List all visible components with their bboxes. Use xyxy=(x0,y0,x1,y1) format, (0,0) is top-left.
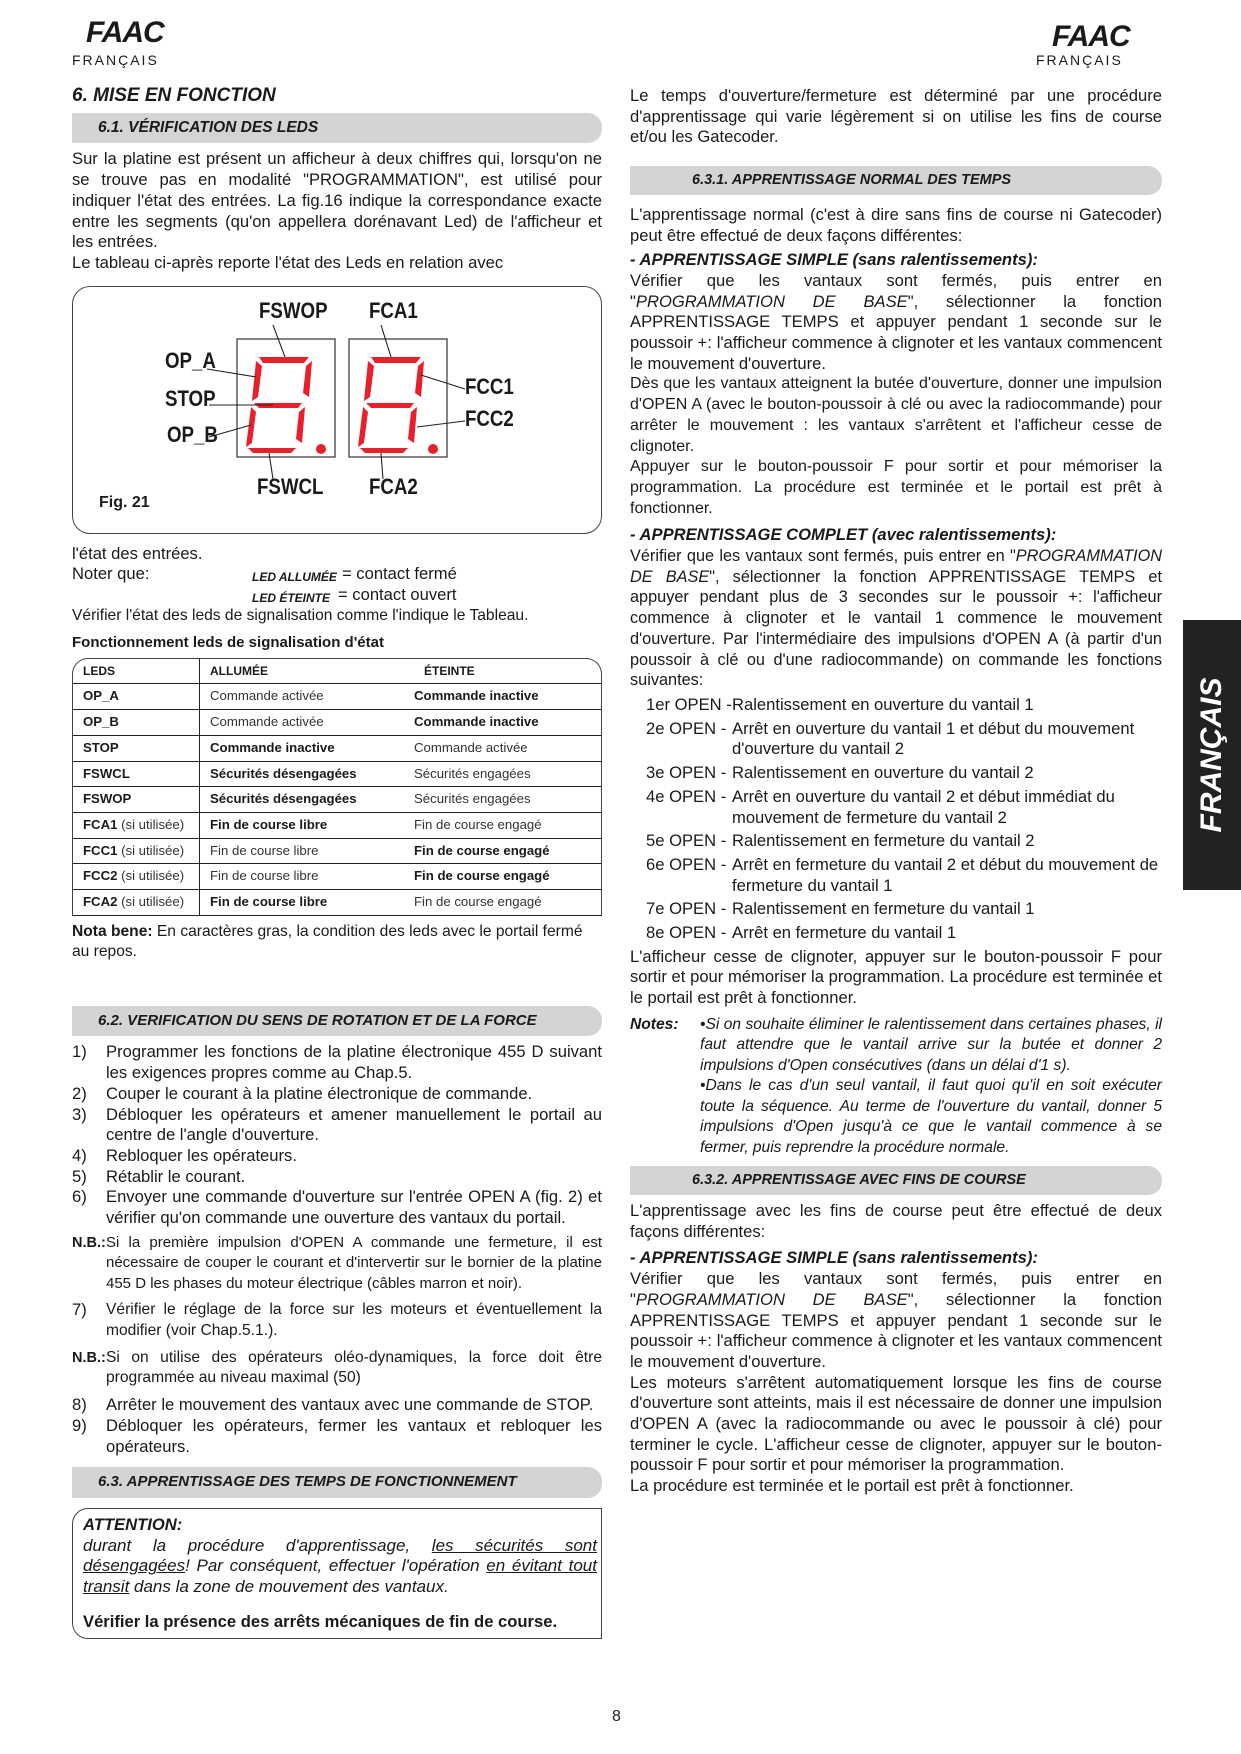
list-item xyxy=(72,1187,602,1228)
table-row xyxy=(73,787,601,813)
text-span: PROGRAMMATION DE BASE xyxy=(635,1289,908,1309)
language-label-right: FRANÇAIS xyxy=(1036,52,1123,68)
list-text: Programmer les fonctions de la platine électronique 455 D suivant les exigences propres comme au Chap.5. xyxy=(106,1042,602,1083)
led-off-cell: Fin de course engagé xyxy=(404,838,601,864)
open-steps-list xyxy=(646,695,1162,944)
step-label: 8e OPEN - xyxy=(646,923,727,943)
led-on-cell: Fin de course libre xyxy=(200,838,405,864)
list-text: Rétablir le courant. xyxy=(106,1166,246,1186)
led-off-value: = contact ouvert xyxy=(338,585,457,605)
table-row xyxy=(73,812,601,838)
list-number: 6) xyxy=(72,1187,87,1207)
attention-box xyxy=(72,1508,602,1640)
step-text: Arrêt en ouverture du vantail 2 et début immédiat du mouvement de fermeture du vantail 2 xyxy=(732,786,1115,827)
paragraph: La procédure est terminée et le portail est prêt à fonctionner. xyxy=(630,1476,1074,1496)
list-number: 4) xyxy=(72,1145,87,1165)
table-row xyxy=(73,838,601,864)
led-legend xyxy=(72,564,602,606)
led-on-cell: Fin de course libre xyxy=(200,890,405,916)
label-stop: STOP xyxy=(165,385,216,411)
step-label: 3e OPEN - xyxy=(646,763,727,783)
list-number: 8) xyxy=(72,1395,87,1415)
label-op-a: OP_A xyxy=(165,347,216,373)
faac-logo-left: FAAC xyxy=(86,16,164,49)
label-fswop: FSWOP xyxy=(259,297,328,323)
table-row xyxy=(73,684,601,710)
led-name-cell xyxy=(73,684,200,710)
table-title: Fonctionnement leds de signalisation d'état xyxy=(72,634,384,652)
text-span: Vérifier que les vantaux sont fermés, puis entrer en " xyxy=(630,1269,1162,1309)
attention-bold: Vérifier la présence des arrêts mécaniques de fin de course. xyxy=(83,1611,558,1631)
text-span: ", sélectionner la fonction APPRENTISSAGE TEMPS et appuyer pendant 1 seconde sur le poussoir +: l'afficheur commence à clignoter et les vantaux commencent le mouvement d'ouverture. xyxy=(630,291,1162,373)
list-item-7 xyxy=(72,1300,602,1341)
paragraph xyxy=(630,1269,1162,1373)
list-text: Vérifier le réglage de la force sur les moteurs et éventuellement la modifier (voir Chap.5.1.). xyxy=(106,1301,602,1339)
led-suffix: (si utilisée) xyxy=(117,842,185,858)
attention-text xyxy=(83,1536,597,1598)
nb-text: Si la première impulsion d'OPEN A commande une fermeture, il est nécessaire de couper le courant et d'intervertir sur le bornier de la platine 455 D les phases du moteur électrique (câbles marron et noir). xyxy=(106,1233,602,1292)
led-on-cell: Commande activée xyxy=(200,684,405,710)
table-row xyxy=(73,735,601,761)
list-number: 1) xyxy=(72,1042,87,1062)
paragraph: Dès que les vantaux atteignent la butée d'ouverture, donner une impulsion d'OPEN A (avec le bouton-poussoir à clé ou avec la radiocommande) pour arrêter le mouvement : les vantaux s'arrêtent et l'afficheur cesse de clignoter. xyxy=(630,375,1162,455)
step-text: Arrêt en fermeture du vantail 2 et début du mouvement de fermeture du vantail 1 xyxy=(732,854,1159,895)
list-item xyxy=(72,1105,602,1146)
page-number: 8 xyxy=(612,1708,621,1725)
list-items-8-9 xyxy=(72,1395,602,1457)
led-name-cell xyxy=(73,838,200,864)
underlined-text: en évitant tout transit xyxy=(83,1556,597,1597)
text-span: Vérifier que les vantaux sont fermés, puis entrer en " xyxy=(630,270,1162,311)
table-row xyxy=(73,710,601,736)
led-name: OP_A xyxy=(83,688,119,704)
led-name-cell xyxy=(73,812,200,838)
seven-segment-display-diagram xyxy=(73,287,601,533)
step-label: 6e OPEN - xyxy=(646,854,727,874)
underlined-text: les sécurités sont désengagées xyxy=(83,1535,597,1576)
note-label: Noter que: xyxy=(72,564,150,584)
paragraph: Les moteurs s'arrêtent automatiquement lorsque les fins de course d'ouverture sont atteints, mais il est nécessaire de donner une impulsion d'OPEN A (avec la radiocommande ou avec le poussoir à clé) pour terminer le cycle. L'afficheur cesse de clignoter, appuyer sur le bouton-poussoir F pour sortir et pour mémoriser la programmation. xyxy=(630,1372,1162,1475)
list-text: Rebloquer les opérateurs. xyxy=(106,1145,297,1165)
list-number: 7) xyxy=(72,1300,87,1320)
faac-logo-right: FAAC xyxy=(1052,20,1130,53)
table-row xyxy=(73,761,601,787)
text-span: PROGRAMMATION DE BASE xyxy=(630,547,1162,586)
led-name-cell xyxy=(73,787,200,813)
open-step xyxy=(646,763,1162,784)
label-fcc2: FCC2 xyxy=(465,405,514,431)
led-name-cell xyxy=(73,735,200,761)
text-span: PROGRAMMATION DE BASE xyxy=(635,291,908,311)
list-number: 5) xyxy=(72,1166,87,1186)
list-item xyxy=(72,1300,602,1341)
list-number: 9) xyxy=(72,1415,87,1435)
list-6-2-a xyxy=(72,1042,602,1228)
led-on-cell: Commande inactive xyxy=(200,735,405,761)
led-on-label: LED ALLUMÉE xyxy=(252,570,337,585)
list-text: Arrêter le mouvement des vantaux avec une commande de STOP. xyxy=(106,1395,594,1415)
paragraph: l'état des entrées. xyxy=(72,543,203,563)
section-6-2-title: 6.2. VERIFICATION DU SENS DE ROTATION ET DE LA FORCE xyxy=(72,1006,602,1037)
led-name: FCA1 xyxy=(83,816,118,832)
label-fca2: FCA2 xyxy=(369,473,418,499)
paragraph: L'apprentissage normal (c'est à dire sans fins de course ni Gatecoder) peut être effectué de deux façons différentes: xyxy=(630,204,1162,245)
led-off-cell: Sécurités engagées xyxy=(404,787,601,813)
table-header-cell: ÉTEINTE xyxy=(404,659,601,684)
step-label: 4e OPEN - xyxy=(646,786,727,806)
step-text: Arrêt en ouverture du vantail 1 et début du mouvement d'ouverture du vantail 2 xyxy=(732,718,1135,759)
table-row xyxy=(73,864,601,890)
label-fca1: FCA1 xyxy=(369,297,418,323)
paragraph: Vérifier l'état des leds de signalisation comme l'indique le Tableau. xyxy=(72,607,529,625)
led-suffix: (si utilisée) xyxy=(117,894,185,910)
list-item xyxy=(72,1146,602,1167)
nota-bene xyxy=(72,922,602,962)
led-name: FSWCL xyxy=(83,765,130,781)
paragraph: Le tableau ci-après reporte l'état des Leds en relation avec xyxy=(72,252,504,272)
led-name-cell xyxy=(73,890,200,916)
notes-block xyxy=(630,1015,1162,1159)
led-name: FCC1 xyxy=(83,842,118,858)
notes-content xyxy=(700,1015,1162,1159)
note-item: •Si on souhaite éliminer le ralentissement dans certaines phases, il faut attendre que le vantail arrive sur la butée et donner 2 impulsions d'Open consécutives (dans un délai d'1 s). xyxy=(700,1015,1162,1074)
list-item xyxy=(72,1084,602,1105)
section-6-3-title: 6.3. APPRENTISSAGE DES TEMPS DE FONCTIONNEMENT xyxy=(72,1467,602,1498)
list-item xyxy=(72,1042,602,1083)
open-step xyxy=(646,787,1162,828)
nb-note-2 xyxy=(72,1348,602,1389)
step-label: 7e OPEN - xyxy=(646,899,727,919)
subheading-simple: - APPRENTISSAGE SIMPLE (sans ralentissements): xyxy=(630,250,1038,270)
label-fswcl: FSWCL xyxy=(257,473,324,499)
text-span: dans la zone de mouvement des vantaux. xyxy=(129,1577,449,1597)
open-step xyxy=(646,695,1162,716)
list-number: 3) xyxy=(72,1104,87,1124)
side-tab-label: FRANÇAIS xyxy=(1195,677,1228,833)
led-name: STOP xyxy=(83,739,119,755)
notes-label: Notes: xyxy=(630,1015,679,1033)
section-6-1-title: 6.1. VÉRIFICATION DES LEDS xyxy=(72,113,602,144)
step-text: Ralentissement en ouverture du vantail 1 xyxy=(732,694,1034,714)
led-name-cell xyxy=(73,864,200,890)
open-step xyxy=(646,923,1162,944)
led-table xyxy=(73,659,601,916)
list-item xyxy=(72,1416,602,1457)
list-text: Couper le courant à la platine électronique de commande. xyxy=(106,1083,533,1103)
paragraph: Sur la platine est présent un afficheur à deux chiffres qui, lorsqu'on ne se trouve pas en modalité "PROGRAMMATION", est utilisé pour indiquer l'état des entrées. La fig.16 indique la correspondance exacte entre les segments (qu'on appellera dorénavant Led) de l'afficheur et les entrées. xyxy=(72,149,602,252)
nb-note-1 xyxy=(72,1233,602,1295)
right-column xyxy=(630,86,1162,1497)
led-suffix: (si utilisée) xyxy=(117,816,185,832)
step-label: 2e OPEN - xyxy=(646,718,727,738)
text-span: Vérifier que les vantaux sont fermés, puis entrer en " xyxy=(630,547,1016,566)
table-header-cell: LEDS xyxy=(73,659,200,684)
list-number: 2) xyxy=(72,1083,87,1103)
step-text: Ralentissement en ouverture du vantail 2 xyxy=(732,763,1034,783)
nota-label: Nota bene: xyxy=(72,922,153,940)
step-label: 5e OPEN - xyxy=(646,831,727,851)
led-on-cell: Sécurités désengagées xyxy=(200,787,405,813)
led-name: FCA2 xyxy=(83,894,118,910)
led-suffix: (si utilisée) xyxy=(117,868,185,884)
led-off-cell: Sécurités engagées xyxy=(404,761,601,787)
text-span: ", sélectionner la fonction APPRENTISSAGE TEMPS et appuyer pendant 1 seconde sur le poussoir +: l'afficheur commence à clignoter et les vantaux commencent le mouvement d'ouverture. xyxy=(630,1289,1162,1371)
list-item xyxy=(72,1395,602,1416)
text-span: durant la procédure d'apprentissage, xyxy=(83,1535,432,1555)
section-6-title: 6. MISE EN FONCTION xyxy=(72,85,276,106)
subheading-simple-2: - APPRENTISSAGE SIMPLE (sans ralentissements): xyxy=(630,1248,1038,1268)
paragraph xyxy=(630,546,1162,691)
open-step xyxy=(646,899,1162,920)
section-6-3-2-title: 6.3.2. APPRENTISSAGE AVEC FINS DE COURSE xyxy=(630,1166,1162,1195)
label-op-b: OP_B xyxy=(167,421,218,447)
led-off-cell: Commande activée xyxy=(404,735,601,761)
step-text: Ralentissement en fermeture du vantail 2 xyxy=(732,831,1035,851)
led-off-cell: Commande inactive xyxy=(404,684,601,710)
led-on-value: = contact fermé xyxy=(342,564,457,584)
led-on-cell: Fin de course libre xyxy=(200,864,405,890)
text-span: ", sélectionner la fonction APPRENTISSAGE TEMPS et appuyer pendant plus de 3 secondes sur le poussoir +: l'afficheur commence à clignoter et le vantail 1 commence le mouvement d'ouverture. Par l'intermédiaire des impulsions d'OPEN A (à partir d'un poussoir à clé ou d'une radiocommande) on commande les fonctions suivantes: xyxy=(630,567,1162,690)
step-label: 1er OPEN - xyxy=(646,694,732,714)
attention-title: ATTENTION: xyxy=(83,1514,183,1534)
figure-21 xyxy=(72,286,602,534)
list-text: Envoyer une commande d'ouverture sur l'entrée OPEN A (fig. 2) et vérifier qu'on commande une ouverture des vantaux du portail. xyxy=(106,1187,602,1228)
nb-text: Si on utilise des opérateurs oléo-dynamiques, la force doit être programmée au niveau maximal (50) xyxy=(106,1348,602,1387)
paragraph xyxy=(630,271,1162,375)
step-text: Arrêt en fermeture du vantail 1 xyxy=(732,923,957,943)
text-span: ! Par conséquent, effectuer l'opération xyxy=(185,1556,487,1576)
note-item: •Dans le cas d'un seul vantail, il faut quoi qu'il en soit exécuter toute la séquence. Au terme de l'ouverture du vantail, donner 5 impulsions d'Open jusqu'à ce que le vantail commence à se fermer, puis reprendre la procédure normale. xyxy=(700,1077,1162,1156)
subheading-complet: - APPRENTISSAGE COMPLET (avec ralentissements): xyxy=(630,525,1057,545)
led-name: FCC2 xyxy=(83,868,118,884)
paragraph: L'afficheur cesse de clignoter, appuyer sur le bouton-poussoir F pour sortir et pour mémoriser la programmation. La procédure est terminée et le portail est prêt à fonctionner. xyxy=(630,946,1162,1008)
led-on-cell: Sécurités désengagées xyxy=(200,761,405,787)
label-fcc1: FCC1 xyxy=(465,373,514,399)
led-off-cell: Fin de course engagé xyxy=(404,812,601,838)
language-side-tab xyxy=(1183,620,1241,890)
led-name: OP_B xyxy=(83,714,119,730)
paragraph: Appuyer sur le bouton-poussoir F pour sortir et pour mémoriser la programmation. La procédure est terminée et le portail est prêt à fonctionner. xyxy=(630,458,1162,517)
nb-label: N.B.: xyxy=(72,1234,106,1251)
led-off-cell: Commande inactive xyxy=(404,710,601,736)
led-name-cell xyxy=(73,761,200,787)
led-off-cell: Fin de course engagé xyxy=(404,890,601,916)
nota-text: En caractères gras, la condition des leds avec le portail fermé au repos. xyxy=(72,922,583,960)
table-row xyxy=(73,890,601,916)
list-text: Débloquer les opérateurs, fermer les vantaux et rebloquer les opérateurs. xyxy=(106,1415,602,1456)
left-column xyxy=(72,86,602,1639)
open-step xyxy=(646,855,1162,896)
table-header-row xyxy=(73,659,601,684)
open-step xyxy=(646,831,1162,852)
led-off-cell: Fin de course engagé xyxy=(404,864,601,890)
figure-caption: Fig. 21 xyxy=(99,493,150,511)
nb-label: N.B.: xyxy=(72,1349,106,1366)
open-step xyxy=(646,719,1162,760)
list-text: Débloquer les opérateurs et amener manuellement le portail au centre de l'angle d'ouverture. xyxy=(106,1104,602,1145)
led-name: FSWOP xyxy=(83,791,132,807)
paragraph: L'apprentissage avec les fins de course peut être effectué de deux façons différentes: xyxy=(630,1201,1162,1241)
led-off-label: LED ÉTEINTE xyxy=(252,591,331,606)
led-on-cell: Commande activée xyxy=(200,710,405,736)
language-label-left: FRANÇAIS xyxy=(72,52,159,68)
led-on-cell: Fin de course libre xyxy=(200,812,405,838)
led-name-cell xyxy=(73,710,200,736)
led-table-wrapper xyxy=(72,658,602,916)
list-item xyxy=(72,1167,602,1188)
step-text: Ralentissement en fermeture du vantail 1 xyxy=(732,899,1035,919)
paragraph: Le temps d'ouverture/fermeture est déterminé par une procédure d'apprentissage qui varie légèrement si on utilise les fins de course et/ou les Gatecoder. xyxy=(630,86,1162,147)
table-header-cell: ALLUMÉE xyxy=(200,659,405,684)
section-6-3-1-title: 6.3.1. APPRENTISSAGE NORMAL DES TEMPS xyxy=(630,166,1162,195)
